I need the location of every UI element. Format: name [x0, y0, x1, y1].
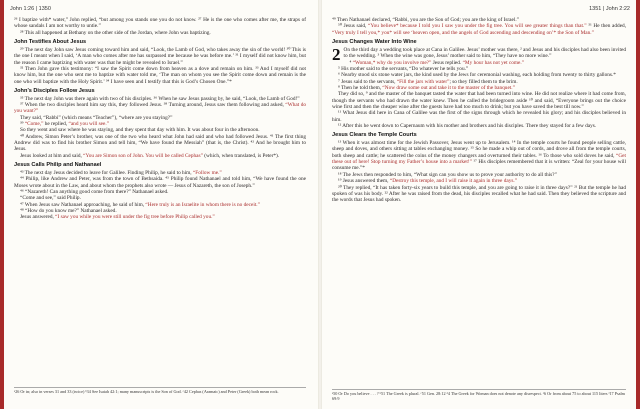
- verse-text: ⁴⁰ Andrew, Simon Peter’s brother, was one of the two who heard what John had said and who had followed Jesus. ⁴¹ The first thing Andrew did was to find his brother Simon and tell him, “We have found the Messiah” (that is, the Christ). ⁴² And he brought him to Jesus.: [14, 133, 306, 153]
- left-running-header: John 1:26 | 1350: [10, 6, 51, 12]
- verse-text: ⁶ Nearby stood six stone water jars, the kind used by the Jews for ceremonial washing, each holding from twenty to thirty gallons.*: [338, 72, 616, 79]
- section-heading: Jesus Calls Philip and Nathanael: [14, 162, 102, 169]
- right-footnotes: ᵃ50 Or Do you believe . . . ? ᵇ51 The Greek is plural. ᶜ51 Gen. 28:12 ᵈ4 The Greek for Woman does not denote any disrespect. ᵉ6 Or from about 75 to about 115 liters ᶠ17 Psalm 69:9: [332, 391, 625, 402]
- verse-paragraph: [332, 110, 626, 123]
- right-text-column: [332, 17, 626, 204]
- verse-paragraph: [14, 66, 306, 85]
- verse-text: Jesus replied.: [431, 59, 463, 66]
- verse-text: ⁴⁴ Philip, like Andrew and Peter, was from the town of Bethsaida. ⁴⁵ Philip found Nathanael and told him, “We have found the one Moses wrote about in the Law, and about whom the prophets also wrote — Jesus of Nazareth, the son of Joseph.”: [14, 176, 306, 189]
- verse-paragraph: [14, 47, 306, 66]
- verse-text: ³⁹: [20, 121, 25, 128]
- verse-text: ⁵¹ He then added,: [586, 23, 627, 30]
- verse-text: On the third day a wedding took place at Cana in Galilee. Jesus’ mother was there, ² and Jesus and his disciples had also been invited to the wedding. ³ When the wine was gone, Jesus’ mother said to him, “They have no more wine.”: [343, 46, 626, 60]
- words-of-jesus: “Now draw some out and take it to the master of the banquet.”: [382, 84, 515, 91]
- verse-text: ¹⁹ Jesus answered them,: [338, 178, 390, 185]
- right-thumb-tab: [636, 0, 640, 409]
- verse-paragraph: [14, 17, 306, 30]
- verse-text: ⁵ His mother said to the servants, “Do whatever he tells you.”: [338, 65, 469, 72]
- verse-text: ⁷ Jesus said to the servants,: [338, 78, 397, 85]
- verse-text: ⁴⁶ “Nazareth! Can anything good come from there?” Nathanael asked.: [20, 188, 169, 195]
- words-of-jesus: “Very truly I tell you,* you* will see ‘heaven open, and the angels of God ascending and descending on’* the Son of Man.”: [332, 29, 594, 36]
- section-heading: John’s Disciples Follow Jesus: [14, 87, 95, 94]
- verse-text: So they went and saw where he was staying, and they spent that day with him. It was about four in the afternoon.: [20, 127, 260, 134]
- chapter-number: 2: [332, 44, 341, 64]
- words-of-jesus: “You are Simon son of John. You will be called Cephas”: [83, 152, 203, 159]
- verse-paragraph: [332, 123, 626, 129]
- verse-text: ²⁶ I baptize with* water,” John replied, “but among you stands one you do not know. ²⁷ He is the one who comes after me, the straps of whose sandals I am not worthy to untie.”: [14, 17, 306, 30]
- words-of-jesus: “Follow me.”: [192, 169, 222, 176]
- verse-paragraph: [332, 91, 626, 110]
- verse-text: ⁴⁹ Then Nathanael declared, “Rabbi, you are the Son of God; you are the king of Israel.”: [332, 17, 520, 23]
- verse-text: ²⁰ They replied, “It has taken forty-six years to build this temple, and you are going to raise it in three days?” ²¹ But the temple he had spoken of was his body. ²² After he was raised from the dead, his disciples recalled what he had said. Then they believed the scripture and the words that Jesus had spoken.: [332, 184, 626, 204]
- verse-text: ⁵⁰ Jesus said,: [338, 23, 369, 30]
- verse-text: Jesus looked at him and said,: [20, 152, 84, 159]
- verse-text: ; so they filled them to the brim.: [449, 78, 518, 85]
- verse-text: ¹³ When it was almost time for the Jewish Passover, Jesus went up to Jerusalem. ¹⁴ In the temple courts he found people selling cattle, sheep and doves, and others sitting at tables exchanging money. ¹⁵ So he made a whip out of cords, and drove all from the temple courts, both sheep and cattle; he scattered the coins of the money changers and overturned their tables. ¹⁶ To those who sold doves he said,: [332, 140, 626, 159]
- words-of-jesus: “Get these out of here! Stop turning my Father’s house into a market!”: [332, 152, 626, 166]
- verse-paragraph: [14, 153, 306, 159]
- verse-paragraph: [14, 214, 306, 220]
- words-of-jesus: “I saw you while you were still under the fig tree before Philip called you.”: [55, 214, 215, 221]
- verse-text: They said, “Rabbi” (which means “Teacher”), “where are you staying?”: [20, 114, 173, 121]
- verse-text: ⁴: [349, 59, 353, 66]
- left-footnotes: ᵃ26 Or in; also in verses 31 and 33 (twice) ᵇ34 See Isaiah 42:1; many manuscripts is the Son of God. ᶜ42 Cephas (Aramaic) and Peter (Greek) both mean rock.: [14, 387, 306, 394]
- left-text-column: [14, 17, 306, 221]
- verse-text: ²⁹ The next day John saw Jesus coming toward him and said, “Look, the Lamb of God, who takes away the sin of the world! ³⁰ This is the one I meant when I said, ‘A man who comes after me has surpassed me because he was before me.’ ³¹ I myself did not know him, but the reason I came baptizing with water was that he might be revealed to Israel.”: [14, 46, 306, 66]
- words-of-jesus: “Woman,* why do you involve me?”: [352, 59, 432, 66]
- verse-text: ²⁸ This all happened at Bethany on the other side of the Jordan, where John was baptizing.: [20, 29, 211, 36]
- section-heading: Jesus Clears the Temple Courts: [332, 132, 417, 139]
- verse-text: ³⁵ The next day John was there again with two of his disciples. ³⁶ When he saw Jesus passing by, he said, “Look, the Lamb of God!”: [20, 95, 300, 102]
- words-of-jesus: “Come,”: [24, 121, 44, 128]
- verse-paragraph: [332, 23, 626, 36]
- verse-paragraph: [14, 176, 306, 189]
- verse-text: ⁸ Then he told them,: [338, 84, 383, 91]
- verse-paragraph: [14, 102, 306, 115]
- verse-text: ⁴³ The next day Jesus decided to leave for Galilee. Finding Philip, he said to him,: [20, 169, 193, 176]
- verse-text: They did so, ⁹ and the master of the banquet tasted the water that had been turned into wine. He did not realize where it had come from, though the servants who had drawn the water knew. Then he called the bridegroom aside ¹⁰ and said, “Everyone brings out the choice wine first and then the cheaper wine after the guests have had too much to drink; but you have saved the best till now.”: [332, 91, 626, 110]
- section-heading: Jesus Changes Water Into Wine: [332, 39, 417, 46]
- section-heading: John Testifies About Jesus: [14, 39, 87, 46]
- verse-text: ¹⁷ His disciples remembered that it is written: “Zeal for your house will consume me.”*: [332, 159, 626, 172]
- verse-text: ⁴⁷ When Jesus saw Nathanael approaching, he said of him,: [20, 201, 146, 208]
- verse-text: (which, when translated, is Peter*).: [202, 152, 280, 159]
- verse-text: he replied,: [43, 121, 69, 128]
- words-of-jesus: “Here truly is an Israelite in whom there is no deceit.”: [145, 201, 260, 208]
- verse-text: “Come and see,” said Philip.: [20, 195, 81, 202]
- words-of-jesus: “What do you want?”: [14, 102, 306, 115]
- words-of-jesus: “You believe* because I told you I saw you under the fig tree. You will see greater things than that.”: [368, 23, 587, 30]
- verse-text: ³² Then John gave this testimony: “I saw the Spirit come down from heaven as a dove and remain on him. ³³ And I myself did not know him, but the one who sent me to baptize with water told me, ‘The man on whom you see the Spirit come down and remain is the one who will baptize with the Holy Spirit.’ ³⁴ I have seen and I testify that this is God’s Chosen One.”*: [14, 65, 306, 85]
- verse-text: Jesus answered,: [20, 214, 56, 221]
- words-of-jesus: “and you will see.”: [68, 121, 110, 128]
- verse-paragraph: [14, 134, 306, 153]
- left-thumb-tab: [0, 0, 4, 409]
- verse-paragraph: [14, 30, 306, 36]
- right-page: [320, 0, 640, 409]
- words-of-jesus: “My hour has not yet come.”: [462, 59, 525, 66]
- verse-text: ¹² After this he went down to Capernaum with his mother and brothers and his disciples. There they stayed for a few days.: [338, 122, 597, 129]
- verse-paragraph: [332, 185, 626, 204]
- verse-text: ¹⁸ The Jews then responded to him, “What sign can you show us to prove your authority to do all this?”: [338, 171, 557, 178]
- words-of-jesus: “Destroy this temple, and I will raise it again in three days.”: [389, 178, 518, 185]
- verse-text: ¹¹ What Jesus did here in Cana of Galilee was the first of the signs through which he revealed his glory; and his disciples believed in him.: [332, 110, 626, 123]
- verse-paragraph: [332, 140, 626, 172]
- verse-text: ³⁷ When the two disciples heard him say this, they followed Jesus. ³⁸ Turning around, Jesus saw them following and asked,: [20, 102, 286, 109]
- right-running-header: 1351 | John 2:22: [589, 6, 630, 12]
- words-of-jesus: “Fill the jars with water”: [396, 78, 450, 85]
- verse-text: ⁴⁸ “How do you know me?” Nathanael asked.: [20, 207, 117, 214]
